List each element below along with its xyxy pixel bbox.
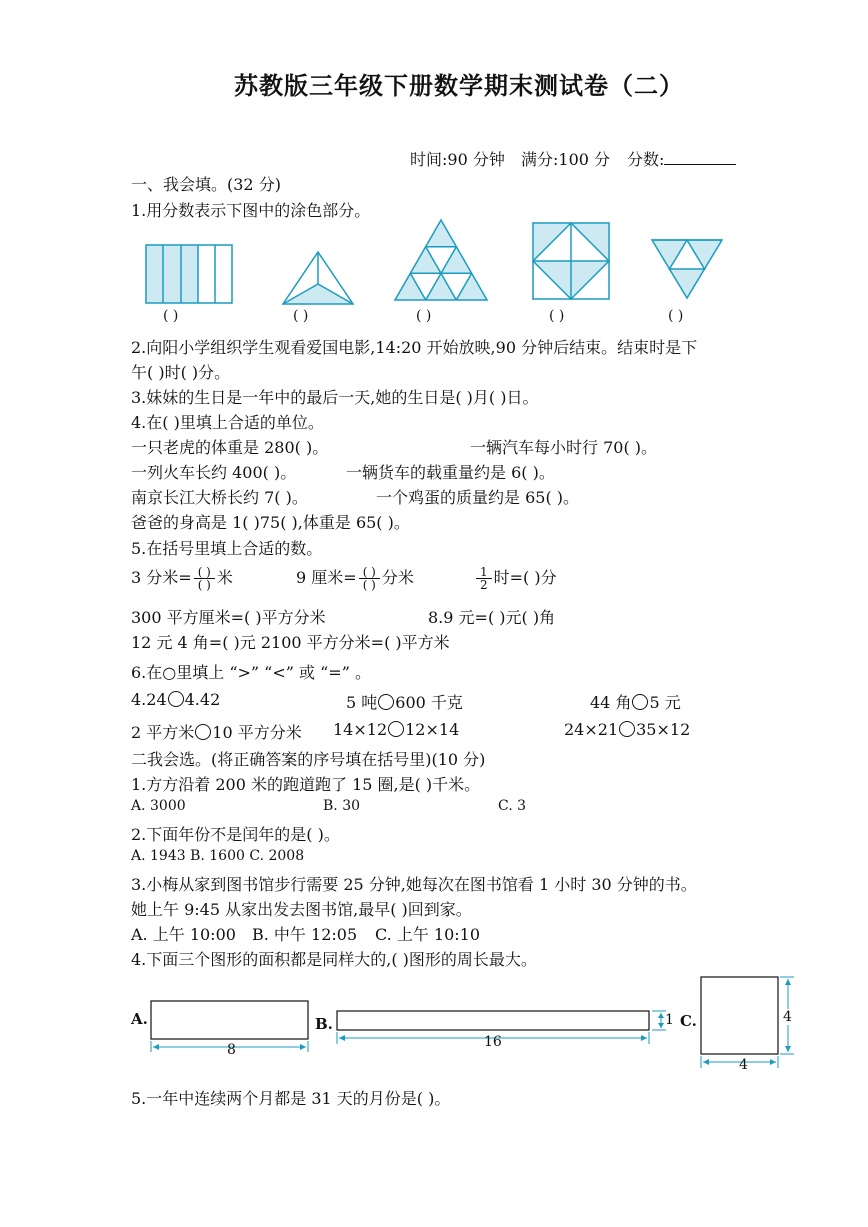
- q2-3-option-c[interactable]: C. 上午 10:10: [375, 925, 481, 944]
- shape-label-c: C.: [680, 1012, 697, 1030]
- fraction-blank[interactable]: $\frac{( )}{( )}$: [359, 566, 380, 591]
- dimension-c-width: 4: [739, 1057, 748, 1073]
- dimension-a-width: 8: [227, 1042, 236, 1058]
- q1-answer-2[interactable]: ( ): [293, 308, 309, 324]
- question-1-1: 1.用分数表示下图中的涂色部分。: [131, 201, 371, 220]
- shape-label-b: B.: [315, 1015, 333, 1033]
- q5-item-a: 3 分米= $\frac{( )}{( )}$ 米: [131, 565, 233, 592]
- question-1-5: 5.在括号里填上合适的数。: [131, 539, 323, 558]
- compare-circle[interactable]: [195, 724, 211, 740]
- q5-item-e: 8.9 元=( )元( )角: [428, 608, 556, 627]
- fraction-blank[interactable]: $\frac{( )}{( )}$: [194, 566, 215, 591]
- q4-item-g: 爸爸的身高是 1( )75( ),体重是 65( )。: [131, 513, 410, 532]
- q2-1-option-c[interactable]: C. 3: [498, 798, 527, 814]
- compare-item-3: 44 角 5 元: [590, 693, 681, 712]
- q4-item-e: 南京长江大桥长约 7( )。: [131, 488, 308, 507]
- compare-circle[interactable]: [168, 691, 184, 707]
- figure-triangle-center: [283, 252, 355, 306]
- score-field[interactable]: [627, 147, 736, 170]
- compare-item-6: 24×21 35×12: [564, 720, 691, 739]
- q4-item-b: 一辆汽车每小时行 70( )。: [470, 438, 658, 457]
- question-2-1: 1.方方沿着 200 米的跑道跑了 15 圈,是( )千米。: [131, 775, 481, 794]
- compare-item-5: 14×12 12×14: [333, 720, 460, 739]
- question-2-5: 5.一年中连续两个月都是 31 天的月份是( )。: [131, 1089, 451, 1108]
- q4-item-d: 一辆货车的载重量约是 6( )。: [346, 463, 555, 482]
- q1-answer-1[interactable]: ( ): [163, 308, 179, 324]
- q1-answer-4[interactable]: ( ): [549, 308, 565, 324]
- section1-heading: 一、我会填。(32 分): [131, 175, 281, 194]
- question-2-4: 4.下面三个图形的面积都是同样大的,( )图形的周长最大。: [131, 950, 537, 969]
- dimension-b-width: 16: [484, 1034, 502, 1050]
- figure-triangle-nine: [395, 220, 487, 300]
- figure-rect-strips: [146, 245, 234, 303]
- figure-inverted-triangle: [652, 240, 722, 298]
- q5-item-c: $\frac{1}{2}$ 时=( )分: [474, 565, 557, 591]
- score-blank[interactable]: [664, 150, 736, 165]
- score-label: 分数:: [627, 150, 665, 169]
- question-1-4: 4.在( )里填上合适的单位。: [131, 413, 324, 432]
- q5-item-d: 300 平方厘米=( )平方分米: [131, 608, 326, 627]
- full-score-info: 满分:100 分: [521, 150, 611, 169]
- compare-circle[interactable]: [378, 694, 394, 710]
- compare-circle[interactable]: [632, 694, 648, 710]
- q5-item-f: 12 元 4 角=( )元 2100 平方分米=( )平方米: [131, 633, 450, 652]
- dimension-c-height: 4: [783, 1009, 792, 1025]
- q2-2-options[interactable]: A. 1943 B. 1600 C. 2008: [131, 848, 305, 864]
- question-1-6: 6.在○里填上 “>” “<” 或 “=” 。: [131, 663, 371, 682]
- question-1-2-line2: 午( )时( )分。: [131, 363, 231, 382]
- q4-item-a: 一只老虎的体重是 280( )。: [131, 438, 329, 457]
- rectangle-b: [336, 1010, 676, 1050]
- compare-circle[interactable]: [388, 721, 404, 737]
- q1-answer-3[interactable]: ( ): [416, 308, 432, 324]
- fraction-one-half: $\frac{1}{2}$: [476, 566, 492, 591]
- compare-item-1: 4.24 4.42: [131, 690, 221, 709]
- q2-1-option-b[interactable]: B. 30: [323, 798, 361, 814]
- q4-item-c: 一列火车长约 400( )。: [131, 463, 297, 482]
- question-2-3-line2: 她上午 9:45 从家出发去图书馆,最早( )回到家。: [131, 900, 472, 919]
- page-title: 苏教版三年级下册数学期末测试卷（二）: [234, 71, 684, 100]
- question-2-3-line1: 3.小梅从家到图书馆步行需要 25 分钟,她每次在图书馆看 1 小时 30 分钟的书。: [131, 875, 697, 894]
- q2-3-option-a[interactable]: A. 上午 10:00: [131, 925, 236, 944]
- q1-answer-5[interactable]: ( ): [668, 308, 684, 324]
- compare-circle[interactable]: [619, 721, 635, 737]
- q2-1-option-a[interactable]: A. 3000: [131, 798, 186, 814]
- compare-item-4: 2 平方米 10 平方分米: [131, 723, 302, 742]
- question-1-3: 3.妹妹的生日是一年中的最后一天,她的生日是( )月( )日。: [131, 388, 539, 407]
- shape-label-a: A.: [131, 1010, 148, 1028]
- figure-square-diamond: [533, 223, 609, 299]
- section2-heading: 二我会选。(将正确答案的序号填在括号里)(10 分): [131, 750, 486, 769]
- dimension-b-height: 1: [665, 1012, 674, 1028]
- question-1-2-line1: 2.向阳小学组织学生观看爱国电影,14:20 开始放映,90 分钟后结束。结束时是下: [131, 338, 698, 357]
- compare-item-2: 5 吨 600 千克: [346, 693, 463, 712]
- q5-item-b: 9 厘米= $\frac{( )}{( )}$ 分米: [296, 565, 414, 592]
- question-2-2: 2.下面年份不是闰年的是( )。: [131, 825, 340, 844]
- q2-3-option-b[interactable]: B. 中午 12:05: [252, 925, 358, 944]
- q4-item-f: 一个鸡蛋的质量约是 65( )。: [376, 488, 580, 507]
- time-info: 时间:90 分钟: [410, 150, 505, 169]
